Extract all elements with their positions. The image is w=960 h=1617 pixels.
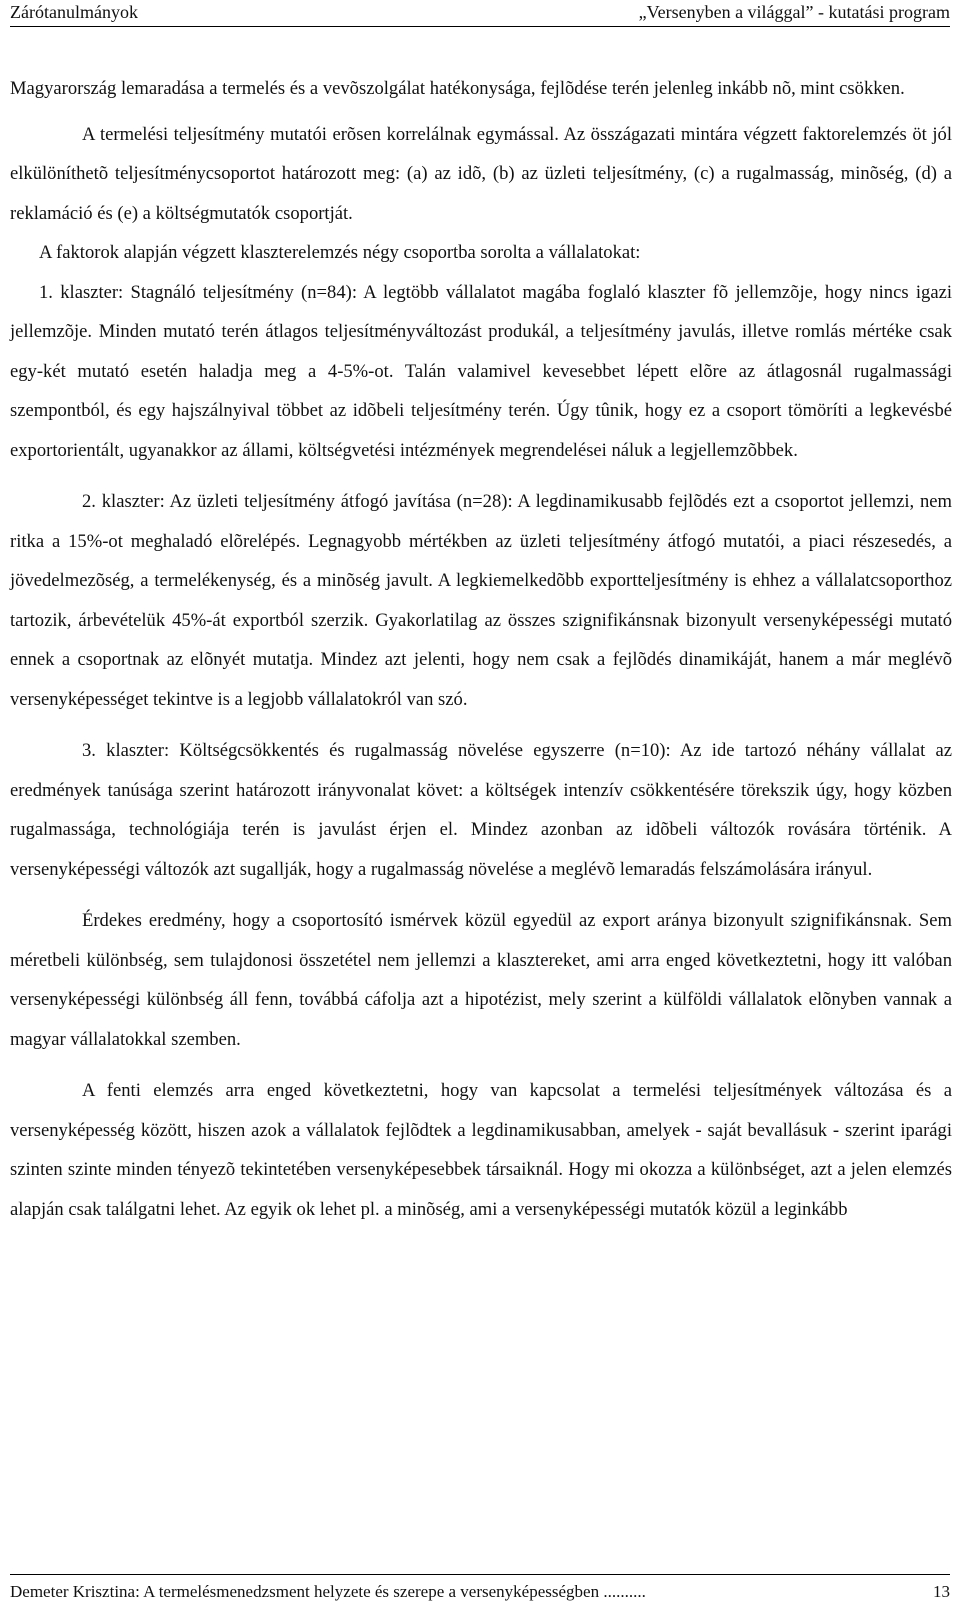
page-footer bbox=[10, 1574, 950, 1601]
paragraph-cluster-1: 1. klaszter: Stagnáló teljesítmény (n=84): A legtöbb vállalatot magába foglaló klaszter fõ jellemzõje, hogy nincs igazi jellemzõje. Minden mutató terén átlagos teljesítményváltozást produkál, a teljesítmény javulás, illetve romlás mértéke csak egy-két mutató esetén haladja meg a 4-5%-ot. Talán valamivel kevesebbet lépett elõre az átlagosnál rugalmassági szempontból, és egy hajszálnyival többet az idõbeli teljesítmény terén. Úgy tûnik, hogy ez a csoport tömöríti a legkevésbé exportorientált, ugyanakkor az állami, költségvetési intézmények megrendelései náluk a legjellemzõbbek. bbox=[10, 281, 952, 461]
paragraph-cluster-3: 3. klaszter: Költségcsökkentés és rugalmasság növelése egyszerre (n=10): Az ide tartozó néhány vállalat az eredmények tanúsága szerint határozott irányvonalat követ: a költségek intenzív csökkentésére törekszik úgy, hogy közben rugalmassága, technológiája terén is javulást érjen el. Mindez azonban az idõbeli változók rovására történik. A versenyképességi változók azt sugallják, hogy a rugalmasság növelése a meglévõ lemaradás felszámolására irányul. bbox=[10, 740, 952, 880]
paragraph-3: A faktorok alapján végzett klaszterelemzés négy csoportba sorolta a vállalatokat: bbox=[39, 242, 641, 263]
header-right-title: „Versenyben a világgal” - kutatási program bbox=[638, 2, 950, 22]
paragraph-export-finding: Érdekes eredmény, hogy a csoportosító ismérvek közül egyedül az export aránya bizonyult szignifikánsnak. Sem méretbeli különbség, sem tulajdonosi összetétel nem jellemzi a klasztereket, ami arra enged következtetni, hogy itt valóban versenyképességi különbség áll fenn, továbbá cáfolja azt a hipotézist, mely szerint a külföldi vállalatok elõnyben vannak a magyar vállalatokkal szemben. bbox=[10, 910, 952, 1050]
paragraph-1: Magyarország lemaradása a termelés és a vevõszolgálat hatékonysága, fejlõdése terén jelenleg inkább nõ, mint csökken. bbox=[10, 78, 905, 99]
page-number: 13 bbox=[933, 1582, 950, 1601]
page-header bbox=[10, 0, 950, 27]
paragraph-conclusion: A fenti elemzés arra enged következtetni, hogy van kapcsolat a termelési teljesítmények változása és a versenyképesség között, hiszen azok a vállalatok fejlõdtek a legdinamikusabban, amelyek - saját bevallásuk - szerint iparági szinten szinte minden tényezõ tekintetében versenyképesebbek társaiknál. Hogy mi okozza a különbséget, azt a jelen elemzés alapján csak találgatni lehet. Az egyik ok lehet pl. a minõség, ami a versenyképességi mutatók közül a leginkább bbox=[10, 1080, 952, 1220]
paragraph-cluster-2: 2. klaszter: Az üzleti teljesítmény átfogó javítása (n=28): A legdinamikusabb fejlõdés ezt a csoportot jellemzi, nem ritka a 15%-ot meghaladó elõrelépés. Legnagyobb mértékben az üzleti teljesítmény átfogó mutatói, a piaci részesedés, a jövedelmezõség, a termelékenység, és a minõség javult. A legkiemelkedõbb exportteljesítmény is ehhez a vállalatcsoporthoz tartozik, árbevételük 45%-át exportból szerzik. Gyakorlatilag az összes szignifikánsnak bizonyult versenyképességi mutató ennek a csoportnak az elõnyét mutatja. Mindez azt jelenti, hogy nem csak a fejlõdés dinamikáját, hanem a már meglévõ versenyképességet tekintve is a legjobb vállalatokról van szó. bbox=[10, 491, 952, 710]
paragraph-2: A termelési teljesítmény mutatói erõsen korrelálnak egymással. Az összágazati mintára végzett faktorelemzés öt jól elkülöníthetõ teljesítménycsoportot határozott meg: (a) az idõ, (b) az üzleti teljesítmény, (c) a rugalmasság, minõség, (d) a reklamáció és (e) a költségmutatók csoportját. bbox=[10, 123, 952, 224]
footer-author-title: Demeter Krisztina: A termelésmenedzsment helyzete és szerepe a versenyképességben .......... bbox=[10, 1582, 646, 1601]
document-body bbox=[10, 69, 952, 1229]
header-left-title: Zárótanulmányok bbox=[10, 2, 138, 22]
